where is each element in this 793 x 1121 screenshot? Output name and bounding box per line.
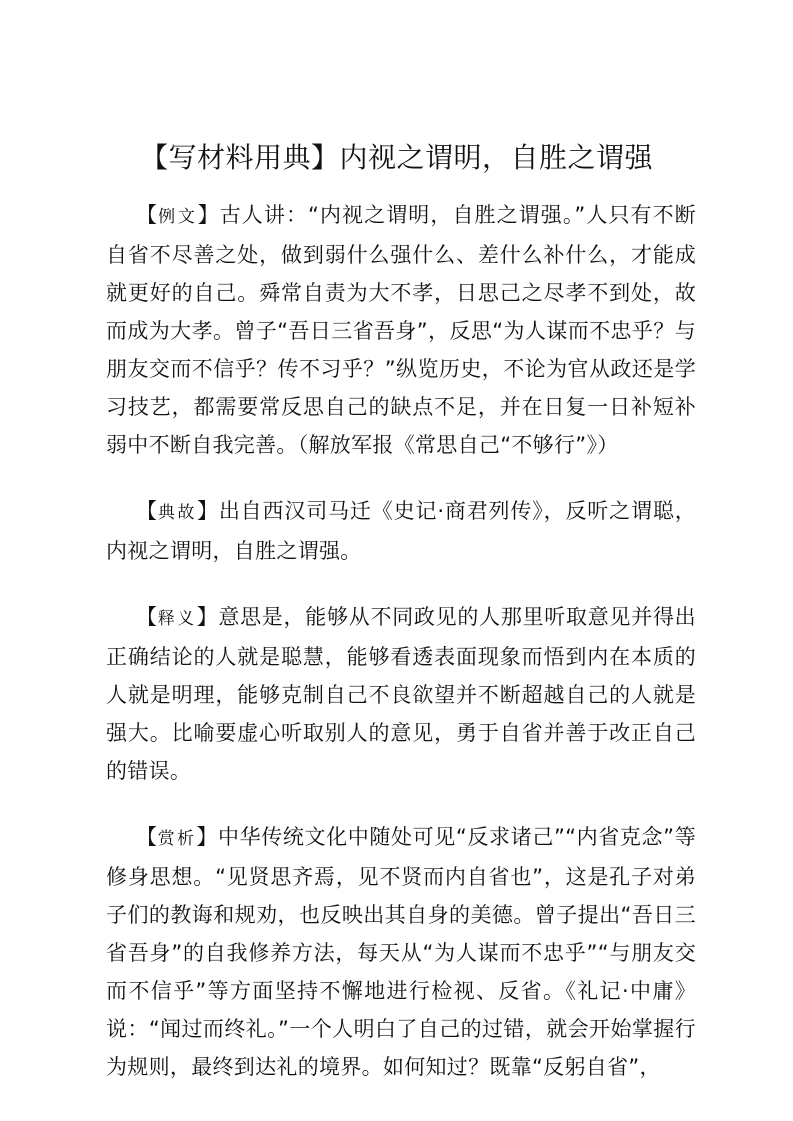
article-body	[106, 196, 696, 1114]
paragraph-text: 意思是，能够从不同政见的人那里听取意见并得出正确结论的人就是聪慧，能够看透表面现象而悟到内在本质的人就是明理，能够克制自己不良欲望并不断超越自己的人就是强大。比喻要虚心听取别人的意见，勇于自省并善于改正自己的错误。	[106, 605, 696, 783]
section-tag: 【典故】	[136, 499, 219, 523]
section-tag: 【例文】	[136, 203, 220, 227]
paragraph-allusion	[106, 492, 696, 570]
section-tag: 【赏析】	[136, 825, 218, 849]
section-tag-label: 赏析	[157, 829, 197, 849]
paragraph-example	[106, 196, 696, 464]
paragraph-meaning	[106, 598, 696, 790]
paragraph-text: 出自西汉司马迁《史记·商君列传》，反听之谓聪，内视之谓明，自胜之谓强。	[106, 499, 696, 563]
section-tag-label: 例文	[158, 207, 198, 227]
paragraph-text: 中华传统文化中随处可见“反求诸己”“内省克念”等修身思想。“见贤思齐焉，见不贤而内自省也”，这是孔子对弟子们的教诲和规劝，也反映出其自身的美德。曾子提出“吾日三省吾身”的自我修养方法，每天从“为人谋而不忠乎”“与朋友交而不信乎”等方面坚持不懈地进行检视、反省。《礼记·中庸》说：“闻过而终礼。”一个人明白了自己的过错，就会开始掌握行为规则，最终到达礼的境界。如何知过？既靠“反躬自省”，	[106, 825, 696, 1079]
section-tag-label: 释义	[157, 609, 197, 629]
section-tag-label: 典故	[157, 503, 197, 523]
section-tag: 【释义】	[136, 605, 219, 629]
paragraph-appreciation	[106, 818, 696, 1086]
paragraph-text: 古人讲：“内视之谓明，自胜之谓强。”人只有不断自省不尽善之处，做到弱什么强什么、差什么补什么，才能成就更好的自己。舜常自责为大不孝，日思己之尽孝不到处，故而成为大孝。曾子“吾日三省吾身”，反思“为人谋而不忠乎？与朋友交而不信乎？传不习乎？”纵览历史，不论为官从政还是学习技艺，都需要常反思自己的缺点不足，并在日复一日补短补弱中不断自我完善。（解放军报《常思自己“不够行”》）	[106, 203, 696, 457]
page-title: 【写材料用典】内视之谓明，自胜之谓强	[139, 141, 653, 174]
